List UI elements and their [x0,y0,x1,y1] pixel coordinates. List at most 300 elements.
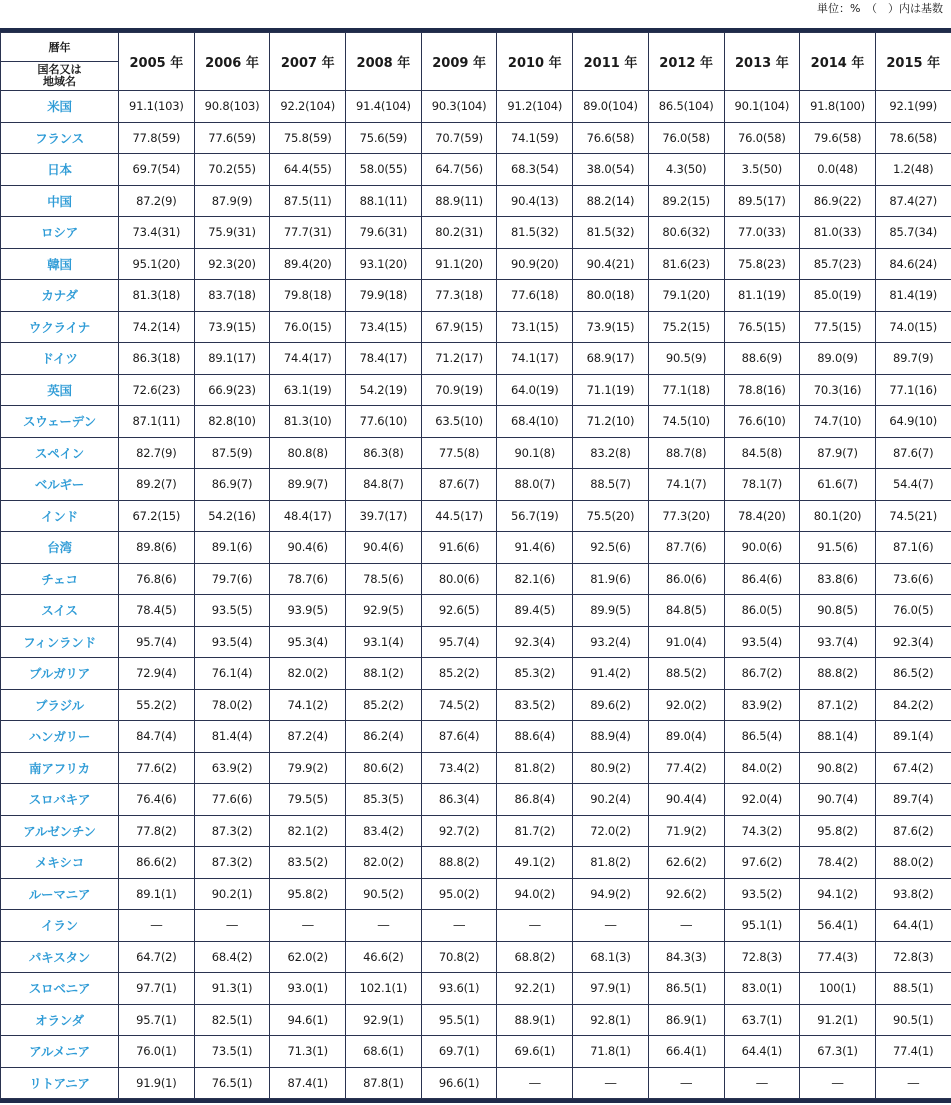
value-cell: 84.7(4) [119,721,195,753]
value-cell: 91.1(20) [421,248,497,280]
value-cell: 91.4(6) [497,532,573,564]
value-cell: 67.4(2) [875,752,951,784]
table-row [1,658,951,690]
value-cell: 95.7(4) [421,626,497,658]
value-cell: 81.0(33) [800,217,876,249]
value-cell: 75.6(59) [346,122,422,154]
value-cell: 79.9(2) [270,752,346,784]
value-cell: 79.5(5) [270,784,346,816]
value-cell: 87.6(7) [421,469,497,501]
value-cell: 84.0(2) [724,752,800,784]
value-cell: 86.5(1) [648,973,724,1005]
value-cell: 91.5(6) [800,532,876,564]
value-cell: 88.7(8) [648,437,724,469]
year-header: 2007 年 [270,33,346,91]
value-cell: ― [800,1067,876,1099]
value-cell: 73.4(15) [346,311,422,343]
table-row [1,343,951,375]
country-name: カナダ [1,280,119,312]
value-cell: 68.8(2) [497,941,573,973]
value-cell: 87.9(9) [194,185,270,217]
value-cell: 77.6(10) [346,406,422,438]
value-cell: 92.9(5) [346,595,422,627]
value-cell: 90.4(13) [497,185,573,217]
value-cell: 86.8(4) [497,784,573,816]
value-cell: 88.6(9) [724,343,800,375]
table-row [1,784,951,816]
value-cell: 89.4(5) [497,595,573,627]
value-cell: 64.4(1) [875,910,951,942]
value-cell: 89.1(1) [119,878,195,910]
value-cell: 85.3(2) [497,658,573,690]
value-cell: 94.0(2) [497,878,573,910]
value-cell: 62.0(2) [270,941,346,973]
header-year-label: 暦年 [1,33,119,62]
value-cell: 4.3(50) [648,154,724,186]
table-row [1,406,951,438]
value-cell: ― [648,910,724,942]
table-row [1,185,951,217]
value-cell: 90.5(9) [648,343,724,375]
value-cell: 86.9(1) [648,1004,724,1036]
value-cell: 89.6(2) [573,689,649,721]
value-cell: 90.4(6) [346,532,422,564]
table-row [1,847,951,879]
country-name: ロシア [1,217,119,249]
table-row [1,217,951,249]
value-cell: 81.9(6) [573,563,649,595]
value-cell: 89.7(4) [875,784,951,816]
value-cell: 90.8(2) [800,752,876,784]
value-cell: 61.6(7) [800,469,876,501]
value-cell: 68.4(10) [497,406,573,438]
value-cell: 92.0(2) [648,689,724,721]
value-cell: 90.0(6) [724,532,800,564]
value-cell: 76.6(58) [573,122,649,154]
value-cell: 97.6(2) [724,847,800,879]
value-cell: 89.2(7) [119,469,195,501]
value-cell: 78.4(17) [346,343,422,375]
country-name: オランダ [1,1004,119,1036]
value-cell: 78.1(7) [724,469,800,501]
year-header: 2006 年 [194,33,270,91]
value-cell: 70.3(16) [800,374,876,406]
value-cell: 74.7(10) [800,406,876,438]
value-cell: 77.6(18) [497,280,573,312]
value-cell: 87.5(11) [270,185,346,217]
value-cell: 78.4(20) [724,500,800,532]
year-header: 2014 年 [800,33,876,91]
value-cell: 64.7(2) [119,941,195,973]
value-cell: 83.0(1) [724,973,800,1005]
value-cell: 71.9(2) [648,815,724,847]
value-cell: 92.0(4) [724,784,800,816]
value-cell: 86.9(22) [800,185,876,217]
value-cell: ― [648,1067,724,1099]
table-row [1,1004,951,1036]
value-cell: 87.5(9) [194,437,270,469]
value-cell: 76.8(6) [119,563,195,595]
table-row [1,878,951,910]
value-cell: 69.6(1) [497,1036,573,1068]
value-cell: 69.7(1) [421,1036,497,1068]
value-cell: 78.5(6) [346,563,422,595]
value-cell: 83.4(2) [346,815,422,847]
unit-note: 単位：% （ ）内は基数 [817,2,943,15]
country-name: ブルガリア [1,658,119,690]
value-cell: 89.1(17) [194,343,270,375]
value-cell: 92.1(99) [875,91,951,123]
value-cell: ― [497,910,573,942]
value-cell: 86.6(2) [119,847,195,879]
value-cell: 87.1(2) [800,689,876,721]
value-cell: 81.3(18) [119,280,195,312]
value-cell: 77.1(18) [648,374,724,406]
country-name: 米国 [1,91,119,123]
value-cell: 88.6(4) [497,721,573,753]
value-cell: 81.5(32) [573,217,649,249]
value-cell: 0.0(48) [800,154,876,186]
value-cell: 82.0(2) [346,847,422,879]
country-name: アルゼンチン [1,815,119,847]
value-cell: 90.5(2) [346,878,422,910]
value-cell: 66.9(23) [194,374,270,406]
value-cell: 80.0(6) [421,563,497,595]
table-row [1,626,951,658]
country-name: パキスタン [1,941,119,973]
value-cell: 78.7(6) [270,563,346,595]
table-row [1,532,951,564]
value-cell: 68.9(17) [573,343,649,375]
value-cell: 86.9(7) [194,469,270,501]
year-header: 2015 年 [875,33,951,91]
value-cell: 87.7(6) [648,532,724,564]
value-cell: 85.0(19) [800,280,876,312]
value-cell: 97.9(1) [573,973,649,1005]
value-cell: 63.1(19) [270,374,346,406]
value-cell: 76.0(58) [724,122,800,154]
value-cell: 86.3(8) [346,437,422,469]
value-cell: 79.8(18) [270,280,346,312]
value-cell: 86.2(4) [346,721,422,753]
value-cell: 90.1(8) [497,437,573,469]
value-cell: 77.5(8) [421,437,497,469]
value-cell: 86.5(104) [648,91,724,123]
country-name: スペイン [1,437,119,469]
country-name: ルーマニア [1,878,119,910]
value-cell: 76.6(10) [724,406,800,438]
value-cell: 86.0(5) [724,595,800,627]
value-cell: 87.6(7) [875,437,951,469]
value-cell: 67.2(15) [119,500,195,532]
value-cell: 87.4(27) [875,185,951,217]
value-cell: 81.7(2) [497,815,573,847]
value-cell: 88.9(1) [497,1004,573,1036]
value-cell: 82.1(2) [270,815,346,847]
value-cell: 90.4(4) [648,784,724,816]
value-cell: ― [194,910,270,942]
value-cell: 67.9(15) [421,311,497,343]
country-name: リトアニア [1,1067,119,1099]
value-cell: 92.8(1) [573,1004,649,1036]
value-cell: 88.5(7) [573,469,649,501]
value-cell: 77.3(18) [421,280,497,312]
value-cell: 87.6(4) [421,721,497,753]
country-name: 日本 [1,154,119,186]
country-name: ハンガリー [1,721,119,753]
value-cell: 87.1(6) [875,532,951,564]
country-name: フランス [1,122,119,154]
value-cell: ― [497,1067,573,1099]
value-cell: 84.2(2) [875,689,951,721]
value-cell: 91.4(2) [573,658,649,690]
value-cell: 54.4(7) [875,469,951,501]
country-name: スウェーデン [1,406,119,438]
value-cell: 74.3(2) [724,815,800,847]
value-cell: 93.5(4) [724,626,800,658]
value-cell: 69.7(54) [119,154,195,186]
value-cell: 85.2(2) [346,689,422,721]
value-cell: 79.1(20) [648,280,724,312]
table-row [1,1036,951,1068]
value-cell: 89.0(4) [648,721,724,753]
country-name: イラン [1,910,119,942]
value-cell: 81.8(2) [497,752,573,784]
value-cell: 84.8(5) [648,595,724,627]
value-cell: 80.6(32) [648,217,724,249]
value-cell: 83.2(8) [573,437,649,469]
value-cell: 84.5(8) [724,437,800,469]
value-cell: 95.1(1) [724,910,800,942]
value-cell: 87.3(2) [194,815,270,847]
value-cell: 70.7(59) [421,122,497,154]
value-cell: 91.2(104) [497,91,573,123]
value-cell: 76.0(15) [270,311,346,343]
table-row [1,469,951,501]
value-cell: 64.4(55) [270,154,346,186]
value-cell: 78.0(2) [194,689,270,721]
value-cell: 80.8(8) [270,437,346,469]
value-cell: 90.5(1) [875,1004,951,1036]
country-name: スロバキア [1,784,119,816]
value-cell: 88.5(1) [875,973,951,1005]
value-cell: 63.5(10) [421,406,497,438]
value-cell: 70.9(19) [421,374,497,406]
value-cell: 90.1(104) [724,91,800,123]
value-cell: 54.2(16) [194,500,270,532]
value-cell: 73.1(15) [497,311,573,343]
value-cell: 88.2(14) [573,185,649,217]
value-cell: 90.2(1) [194,878,270,910]
value-cell: 89.8(6) [119,532,195,564]
value-cell: 90.8(5) [800,595,876,627]
value-cell: 68.4(2) [194,941,270,973]
country-name: 台湾 [1,532,119,564]
value-cell: 83.7(18) [194,280,270,312]
table-row [1,122,951,154]
value-cell: 38.0(54) [573,154,649,186]
country-name: フィンランド [1,626,119,658]
value-cell: 58.0(55) [346,154,422,186]
value-cell: 74.1(7) [648,469,724,501]
value-cell: 88.1(2) [346,658,422,690]
value-cell: 70.2(55) [194,154,270,186]
value-cell: 77.3(20) [648,500,724,532]
country-name: 南アフリカ [1,752,119,784]
value-cell: 72.8(3) [724,941,800,973]
value-cell: 86.3(4) [421,784,497,816]
value-cell: ― [421,910,497,942]
value-cell: 92.9(1) [346,1004,422,1036]
value-cell: 81.8(2) [573,847,649,879]
value-cell: 87.4(1) [270,1067,346,1099]
value-cell: 82.0(2) [270,658,346,690]
value-cell: 81.5(32) [497,217,573,249]
table-row [1,154,951,186]
table-row [1,689,951,721]
value-cell: 85.7(23) [800,248,876,280]
value-cell: 85.3(5) [346,784,422,816]
value-cell: 91.8(100) [800,91,876,123]
value-cell: 75.5(20) [573,500,649,532]
value-cell: ― [119,910,195,942]
value-cell: 88.0(2) [875,847,951,879]
table-row [1,374,951,406]
value-cell: ― [346,910,422,942]
value-cell: 64.7(56) [421,154,497,186]
value-cell: 89.0(104) [573,91,649,123]
value-cell: 93.5(5) [194,595,270,627]
value-cell: 86.7(2) [724,658,800,690]
value-cell: 95.8(2) [270,878,346,910]
value-cell: 92.5(6) [573,532,649,564]
value-cell: 77.6(59) [194,122,270,154]
value-cell: 91.2(1) [800,1004,876,1036]
value-cell: 48.4(17) [270,500,346,532]
table-row [1,280,951,312]
table-row [1,500,951,532]
value-cell: 93.5(2) [724,878,800,910]
value-cell: 100(1) [800,973,876,1005]
value-cell: 82.8(10) [194,406,270,438]
value-cell: 74.0(15) [875,311,951,343]
value-cell: 86.5(2) [875,658,951,690]
year-header: 2009 年 [421,33,497,91]
value-cell: 77.6(6) [194,784,270,816]
value-cell: 89.2(15) [648,185,724,217]
value-cell: 74.4(17) [270,343,346,375]
country-name: チェコ [1,563,119,595]
value-cell: 87.2(4) [270,721,346,753]
value-cell: 89.5(17) [724,185,800,217]
value-cell: 81.6(23) [648,248,724,280]
value-cell: 3.5(50) [724,154,800,186]
value-cell: 87.6(2) [875,815,951,847]
value-cell: 77.7(31) [270,217,346,249]
header-region-line1: 国名又は [37,63,82,76]
value-cell: 49.1(2) [497,847,573,879]
table-row [1,815,951,847]
value-cell: 73.5(1) [194,1036,270,1068]
table-row [1,248,951,280]
value-cell: 93.5(4) [194,626,270,658]
value-cell: 56.7(19) [497,500,573,532]
table-row [1,973,951,1005]
value-cell: 95.1(20) [119,248,195,280]
value-cell: 91.3(1) [194,973,270,1005]
value-cell: 85.2(2) [421,658,497,690]
value-cell: 80.1(20) [800,500,876,532]
value-cell: 84.3(3) [648,941,724,973]
value-cell: 87.3(2) [194,847,270,879]
value-cell: 88.5(2) [648,658,724,690]
table-row [1,563,951,595]
value-cell: 90.4(21) [573,248,649,280]
value-cell: 80.6(2) [346,752,422,784]
value-cell: 88.0(7) [497,469,573,501]
value-cell: 87.9(7) [800,437,876,469]
value-cell: 81.4(4) [194,721,270,753]
value-cell: 74.5(21) [875,500,951,532]
value-cell: 73.4(2) [421,752,497,784]
value-cell: 39.7(17) [346,500,422,532]
value-cell: 73.9(15) [573,311,649,343]
table-row [1,311,951,343]
country-name: 中国 [1,185,119,217]
value-cell: 54.2(19) [346,374,422,406]
value-cell: 74.5(10) [648,406,724,438]
value-cell: 66.4(1) [648,1036,724,1068]
value-cell: 90.2(4) [573,784,649,816]
value-cell: 84.6(24) [875,248,951,280]
value-cell: 77.4(1) [875,1036,951,1068]
value-cell: 79.7(6) [194,563,270,595]
value-cell: 87.8(1) [346,1067,422,1099]
table-row [1,721,951,753]
value-cell: 88.9(4) [573,721,649,753]
country-name: ウクライナ [1,311,119,343]
value-cell: 88.8(2) [800,658,876,690]
value-cell: 78.4(5) [119,595,195,627]
value-cell: 92.7(2) [421,815,497,847]
value-cell: ― [724,1067,800,1099]
value-cell: 76.0(5) [875,595,951,627]
value-cell: 86.4(6) [724,563,800,595]
table-row [1,437,951,469]
value-cell: 95.7(4) [119,626,195,658]
value-cell: 77.8(2) [119,815,195,847]
value-cell: 56.4(1) [800,910,876,942]
value-cell: 92.3(4) [875,626,951,658]
value-cell: 93.0(1) [270,973,346,1005]
value-cell: 91.1(103) [119,91,195,123]
value-cell: 76.0(58) [648,122,724,154]
value-cell: 95.5(1) [421,1004,497,1036]
value-cell: 74.1(17) [497,343,573,375]
country-name: 韓国 [1,248,119,280]
value-cell: 91.0(4) [648,626,724,658]
value-cell: 73.4(31) [119,217,195,249]
value-cell: 96.6(1) [421,1067,497,1099]
value-cell: 75.8(23) [724,248,800,280]
value-cell: 72.6(23) [119,374,195,406]
year-header: 2012 年 [648,33,724,91]
value-cell: 79.6(58) [800,122,876,154]
value-cell: 89.1(4) [875,721,951,753]
value-cell: ― [270,910,346,942]
value-cell: 82.1(6) [497,563,573,595]
value-cell: 72.9(4) [119,658,195,690]
